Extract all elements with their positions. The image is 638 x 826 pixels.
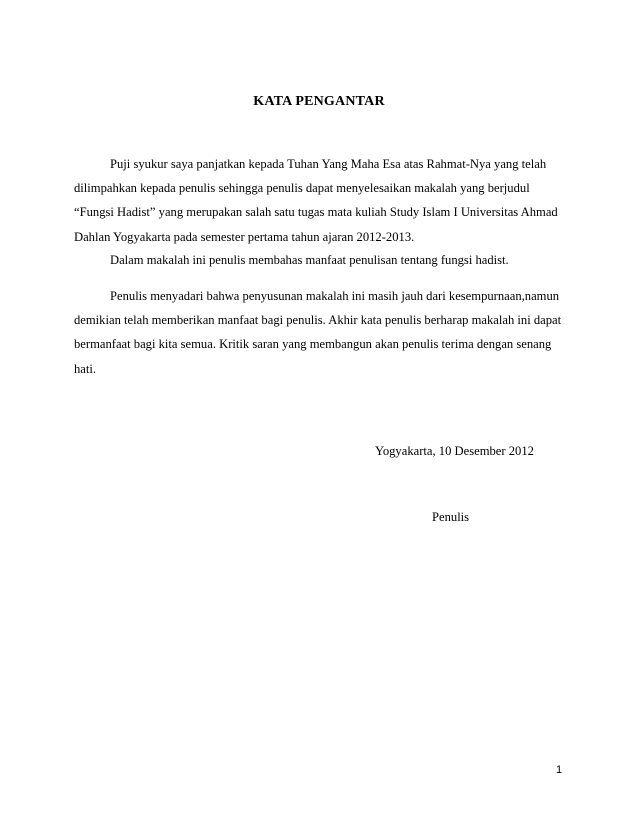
author-signature: Penulis — [432, 510, 470, 524]
place-and-date: Yogyakarta, 10 Desember 2012 — [375, 444, 534, 458]
page-title: KATA PENGANTAR — [253, 94, 385, 109]
paragraph-3-block — [74, 284, 567, 381]
paragraph-2: Dalam makalah ini penulis membahas manfaat penulisan tentang fungsi hadist. — [110, 253, 509, 267]
paragraph-1-block — [74, 152, 567, 249]
paragraph-1: Puji syukur saya panjatkan kepada Tuhan Yang Maha Esa atas Rahmat-Nya yang telah dilimpahkan kepada penulis sehingga penulis dapat menyelesaikan makalah yang berjudul “Fungsi Hadist” yang merupakan salah satu tugas mata kuliah Study Islam I Universitas Ahmad Dahlan Yogyakarta pada semester pertama tahun ajaran 2012-2013. — [74, 157, 558, 244]
paragraph-3: Penulis menyadari bahwa penyusunan makalah ini masih jauh dari kesempurnaan,namun demikian telah memberikan manfaat bagi penulis. Akhir kata penulis berharap makalah ini dapat bermanfaat bagi kita semua. Kritik saran yang membangun akan penulis terima dengan senang hati. — [74, 289, 562, 376]
paragraph-2-block — [74, 248, 567, 272]
page-number: 1 — [556, 764, 563, 776]
